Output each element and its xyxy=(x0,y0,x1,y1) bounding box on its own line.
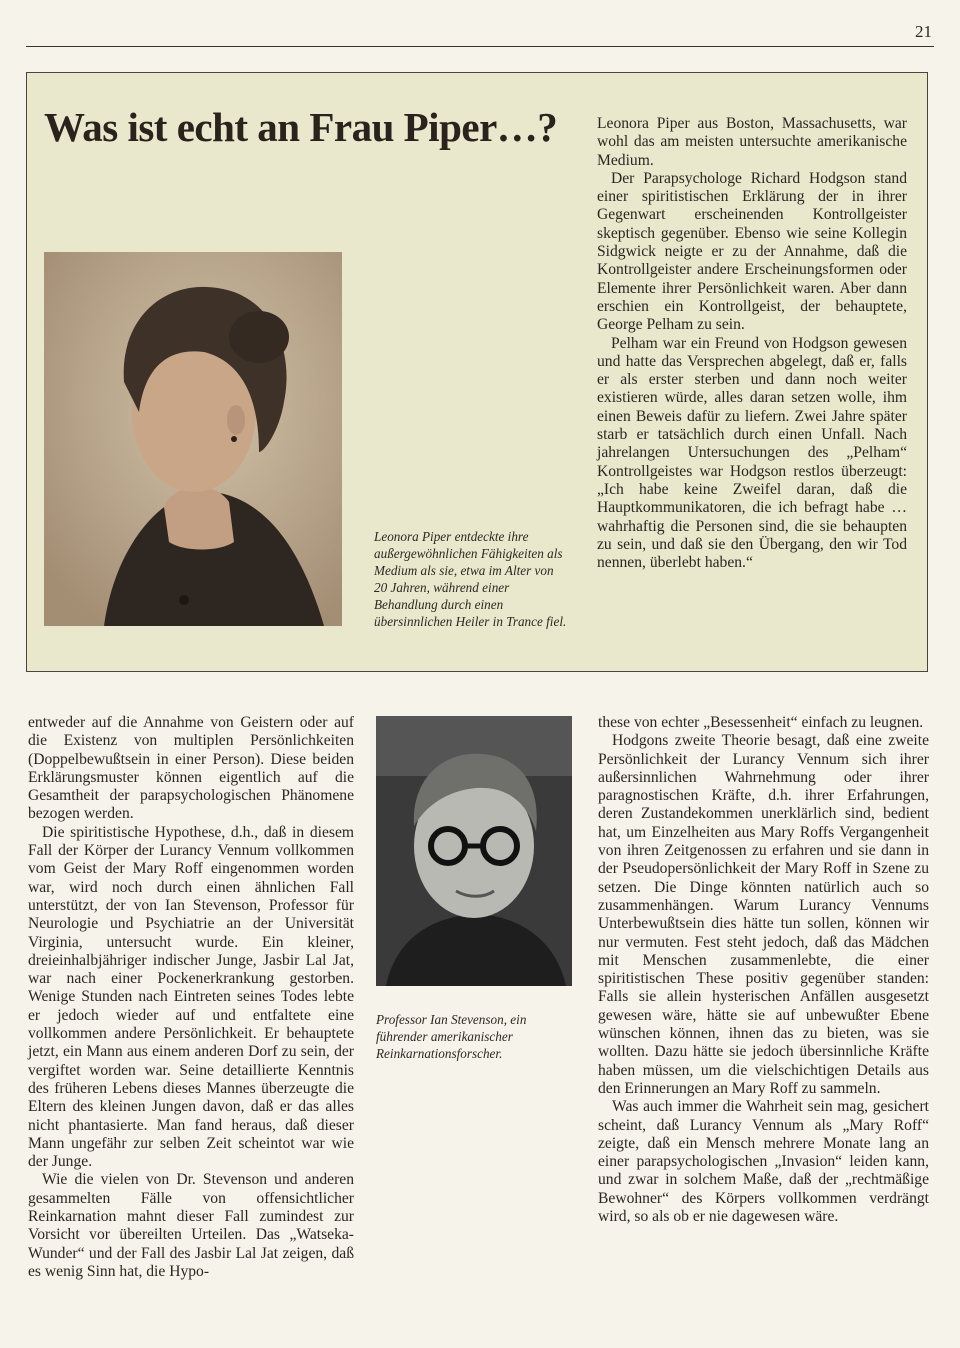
portrait-caption-piper: Leonora Piper entdeckte ihre außergewöhnlichen Fähigkeiten als Medium als sie, etwa im Alter von 20 Jahren, während einer Behandlung durch einen übersinnlichen Heiler in Trance fiel. xyxy=(374,529,567,629)
sidebar-title: Was ist echt an Frau Piper…? xyxy=(44,104,558,150)
article-right-column xyxy=(598,714,929,1226)
article-paragraph: these von echter „Besessenheit“ einfach zu leugnen. xyxy=(598,714,924,731)
portrait-ian-stevenson xyxy=(376,716,572,986)
sidebar-paragraph: Der Parapsychologe Richard Hodgson stand einer spiritistischen Erklärung der in ihrer Gegenwart erscheinenden Kontrollgeister skeptisch gegenüber. Ebenso wie seine Kollegin Sidgwick neigte er zu der Annahme, daß die Kontrollgeister andere Erscheinungsformen oder Elemente ihrer Persönlichkeit waren. Aber dann erschien ein Kontrollgeist, der behauptete, George Pelham zu sein. xyxy=(597,169,907,334)
header-rule xyxy=(26,46,934,47)
sidebar-paragraph: Pelham war ein Freund von Hodgson gewesen und hatte das Versprechen abgelegt, daß er, falls er als erster sterben und dann noch weiter existieren würde, alles daran setzen wolle, ihm einen Beweis dafür zu liefern. Zwei Jahre später starb er tatsächlich durch einen Unfall. Nach jahrelangen Untersuchungen des „Pelham“ Kontrollgeistes war Hodgson restlos überzeugt: „Ich habe keine Zweifel daran, daß die Hauptkommunikatoren, die ich befragt habe … wahrhaftig die Personen sind, die sie behaupten zu sein, und daß sie den Übergang, den wir Tod nennen, überlebt haben.“ xyxy=(597,334,907,572)
article-paragraph: Die spiritistische Hypothese, d.h., daß in diesem Fall der Körper der Lurancy Vennum vollkommen vom Geist der Mary Roff eingenommen worden war, wird noch durch einen ähnlichen Fall unterstützt, der von Ian Stevenson, Professor für Neurologie und Psychiatrie an der Universität Virginia, untersucht wurde. Ein kleiner, dreieinhalbjähriger indischer Junge, Jasbir Lal Jat, war nach einer Pockenerkrankung gestorben. Wenige Stunden nach Eintreten seines Todes lebte er jedoch wieder auf und entfaltete eine vollkommen andere Persönlichkeit. Er behauptete jetzt, ein Mann aus einem anderen Dorf zu sein, der vergiftet worden war. Seine detaillierte Kenntnis des früheren Lebens dieses Mannes überzeugte die Eltern des kleinen Jungen davon, daß er das alles nicht phantasierte. Man fand heraus, daß dieser Mann ungefähr zur selben Zeit scheintot war wie der Junge. xyxy=(28,823,354,1171)
portrait-caption-stevenson: Professor Ian Stevenson, ein führender amerikanischer Reinkarnationsforscher. xyxy=(376,1012,527,1061)
article-paragraph: Hodgons zweite Theorie besagt, daß eine zweite Persönlichkeit der Lurancy Vennum sich ihrer außersinnlichen Wahrnehmung oder ihrer paragnostischen Kräfte, d.h. ihrer Erfahrungen, deren Zustandekommen unerklärlich sind, bedient hat, um Einzelheiten aus Mary Roffs Vergangenheit von ihren Zeitgenossen zu erfahren und sie dann in der Pseudopersönlichkeit der Mary Roff in Szene zu setzen. Die Dinge könnten natürlich auch so zusammenhängen. Warum Lurancy Vennums Unterbewußtsein dies hätte tun sollen, können wir nur vermuten. Fest steht jedoch, daß das Mädchen mit Menschen zusammenlebte, die einer spiritistischen These positiv gegenüber standen: Falls sie allein hysterischen Anfällen ausgesetzt gewesen wäre, hätte sie auf unbewußter Ebene wünschen können, ihnen das zu bieten, was sie wollten. Dazu hätte sie jedoch übersinnliche Kräfte haben müssen, um die vielschichtigen Details aus den Erinnerungen an Mary Roff zu sammeln. xyxy=(598,732,929,1097)
article-left-column xyxy=(28,714,354,1281)
portrait-leonora-piper xyxy=(44,252,342,626)
article-paragraph: Was auch immer die Wahrheit sein mag, gesichert scheint, daß Lurancy Vennum als „Mary Roff“ zeigte, daß ein Mensch mehrere Monate lang an einer parapsychologischen „Invasion“ leiden kann, und zwar in solchem Maße, daß der „rechtmäßige Bewohner“ des Körpers vollkommen verdrängt wird, so als ob er nie dagewesen wäre. xyxy=(598,1098,929,1226)
page-number: 21 xyxy=(915,22,932,41)
article-paragraph: entweder auf die Annahme von Geistern oder auf die Existenz von multiplen Persönlichkeiten (Doppelbewußtsein in einer Person). Diese beiden Erklärungsmuster können eigentlich auf die Gesamtheit der parapsychologischen Phänomene bezogen werden. xyxy=(28,714,354,823)
article-paragraph: Wie die vielen von Dr. Stevenson und anderen gesammelten Fälle von offensichtlicher Reinkarnation mahnt dieser Fall zumindest zur Vorsicht vor übereilten Urteilen. Das „Watseka-Wunder“ und der Fall des Jasbir Lal Jat zeigen, daß es wenig Sinn hat, die Hypo- xyxy=(28,1171,354,1280)
sidebar-text-column xyxy=(597,115,907,572)
sidebar-paragraph: Leonora Piper aus Boston, Massachusetts, war wohl das am meisten untersuchte amerikanische Medium. xyxy=(597,115,907,169)
